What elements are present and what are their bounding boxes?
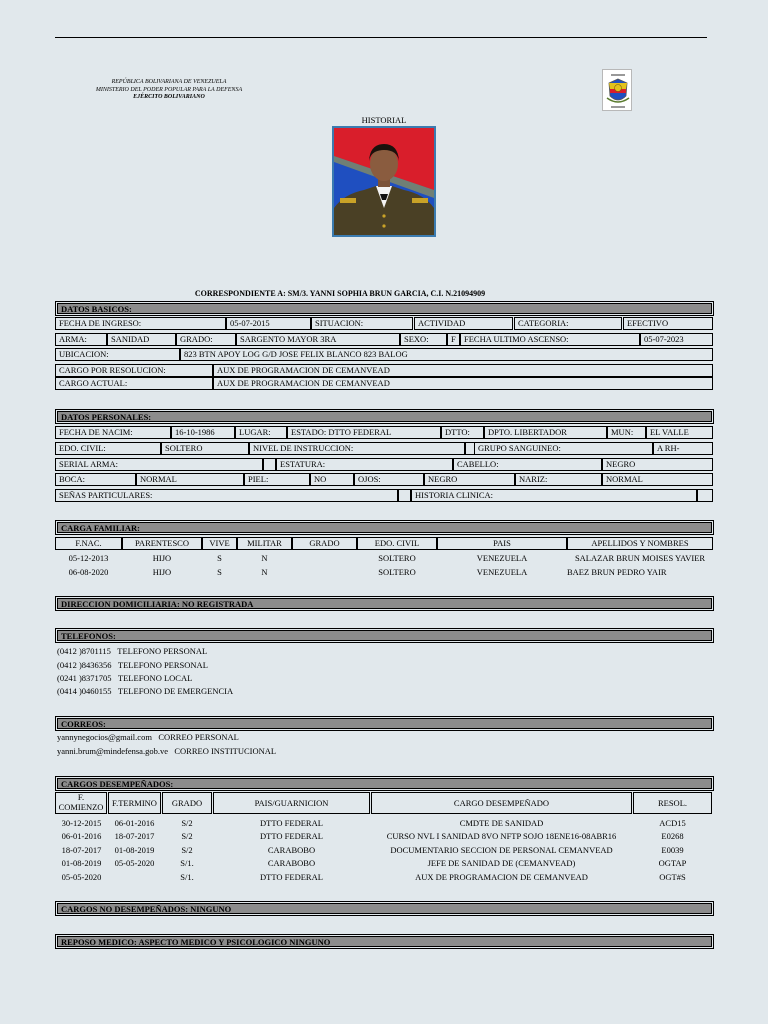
phone-type: TELEFONO PERSONAL <box>117 660 208 670</box>
cell-edo-civil: SOLTERO <box>378 553 416 563</box>
cell-militar: N <box>261 553 268 563</box>
cell-parentesco: HIJO <box>152 567 172 577</box>
cell-pais: CARABOBO <box>267 858 316 868</box>
cell-pais: VENEZUELA <box>476 567 528 577</box>
value-piel: NO <box>310 473 354 486</box>
section-title: CARGA FAMILIAR: <box>57 522 712 533</box>
cell-cargo: AUX DE PROGRAMACION DE CEMANVEAD <box>415 872 588 882</box>
value-cabello: NEGRO <box>602 458 713 471</box>
label-instruccion: NIVEL DE INSTRUCCION: <box>249 442 465 455</box>
phone-type: TELEFONO LOCAL <box>117 673 193 683</box>
header-ejercito: EJÉRCITO BOLIVARIANO <box>133 94 205 100</box>
cell-pais: DTTO FEDERAL <box>260 831 323 841</box>
email-item <box>57 746 276 756</box>
cell-edo-civil: SOLTERO <box>378 567 416 577</box>
value-clinica <box>697 489 713 502</box>
email-type: CORREO INSTITUCIONAL <box>174 746 277 756</box>
label-sexo: SEXO: <box>400 333 447 346</box>
cell-fnac: 05-12-2013 <box>68 553 109 563</box>
cell-ftermino: 18-07-2017 <box>114 831 155 841</box>
phone-item <box>57 686 233 696</box>
email-address[interactable]: yannynegocios@gmail.com <box>57 732 152 742</box>
cell-grado: S/2 <box>181 818 193 828</box>
label-mun: MUN: <box>607 426 646 439</box>
cell-apellidos: BAEZ BRUN PEDRO YAIR <box>567 567 667 577</box>
label-fecha-ingreso: FECHA DE INGRESO: <box>55 317 226 330</box>
value-civil: SOLTERO <box>161 442 249 455</box>
cell-fcomienzo: 01-08-2019 <box>61 858 102 868</box>
army-emblem-icon <box>602 69 632 111</box>
cell-ftermino: 06-01-2016 <box>114 818 155 828</box>
value-mun: EL VALLE <box>646 426 713 439</box>
col-ftermino: F.TERMINO <box>108 792 161 814</box>
email-type: CORREO PERSONAL <box>158 732 239 742</box>
col-apellidos: APELLIDOS Y NOMBRES <box>567 537 713 550</box>
header-ministerio: MINISTERIO DEL PODER POPULAR PARA LA DEFENSA <box>95 86 243 93</box>
value-situacion: ACTIVIDAD <box>414 317 513 330</box>
cell-resol: OGT#S <box>659 872 686 882</box>
cell-fcomienzo: 30-12-2015 <box>61 818 102 828</box>
phone-number: (0412 )8436356 <box>57 660 112 670</box>
label-civil: EDO. CIVIL: <box>55 442 161 455</box>
section-reposo <box>55 934 714 949</box>
value-ubicacion: 823 BTN APOY LOG G/D JOSE FELIX BLANCO 823 BALOG <box>180 348 713 361</box>
label-cargo-actual: CARGO ACTUAL: <box>55 377 213 390</box>
label-situacion: SITUACION: <box>311 317 413 330</box>
section-title: DATOS BASICOS: <box>57 303 712 314</box>
cell-resol: E0039 <box>661 845 684 855</box>
cell-fcomienzo: 05-05-2020 <box>61 872 102 882</box>
value-nariz: NORMAL <box>602 473 713 486</box>
document-title: HISTORIAL <box>361 115 407 125</box>
phone-type: TELEFONO PERSONAL <box>117 646 208 656</box>
cell-militar: N <box>261 567 268 577</box>
section-datos-basicos <box>55 301 714 316</box>
section-title: CARGOS DESEMPEÑADOS: <box>57 778 712 789</box>
label-ultimo-ascenso: FECHA ULTIMO ASCENSO: <box>460 333 640 346</box>
value-sexo: F <box>447 333 460 346</box>
label-ojos: OJOS: <box>354 473 424 486</box>
cell-ftermino: 05-05-2020 <box>114 858 155 868</box>
col-pais: PAIS <box>437 537 567 550</box>
value-arma: SANIDAD <box>107 333 176 346</box>
phone-number: (0412 )8701115 <box>57 646 111 656</box>
section-no-desempenados <box>55 901 714 916</box>
label-ubicacion: UBICACION: <box>55 348 180 361</box>
cell-resol: E0268 <box>661 831 684 841</box>
section-title: DATOS PERSONALES: <box>57 411 712 422</box>
cell-grado: S/2 <box>181 831 193 841</box>
label-categoria: CATEGORIA: <box>514 317 622 330</box>
label-lugar: LUGAR: <box>235 426 287 439</box>
label-sanguineo: GRUPO SANGUINEO: <box>474 442 653 455</box>
cell-vive: S <box>217 567 222 577</box>
cell-cargo: JEFE DE SANIDAD DE (CEMANVEAD) <box>427 858 576 868</box>
cell-apellidos: SALAZAR BRUN MOISES YAVIER <box>574 553 706 563</box>
col-edo-civil: EDO. CIVIL <box>357 537 437 550</box>
value-estado: ESTADO: DTTO FEDERAL <box>287 426 441 439</box>
cell-vive: S <box>217 553 222 563</box>
section-title: REPOSO MEDICO: ASPECTO MEDICO Y PSICOLOGICO NINGUNO <box>57 936 712 947</box>
label-grado: GRADO: <box>176 333 236 346</box>
value-sanguineo: A RH- <box>653 442 713 455</box>
phone-number: (0241 )8371705 <box>57 673 112 683</box>
value-boca: NORMAL <box>136 473 244 486</box>
value-serial-arma <box>263 458 276 471</box>
soldier-photo <box>332 126 436 237</box>
label-nariz: NARIZ: <box>515 473 602 486</box>
correspondiente-line: CORRESPONDIENTE A: SM/3. YANNI SOPHIA BRUN GARCIA, C.I. N.21094909 <box>194 289 486 298</box>
col-grado: GRADO <box>292 537 357 550</box>
value-fecha-ingreso: 05-07-2015 <box>226 317 311 330</box>
cell-fcomienzo: 06-01-2016 <box>61 831 102 841</box>
phone-item <box>57 660 208 670</box>
top-rule <box>55 37 707 38</box>
label-cargo-resolucion: CARGO POR RESOLUCION: <box>55 364 213 377</box>
label-dtto: DTTO: <box>441 426 484 439</box>
value-nacim: 16-10-1986 <box>171 426 235 439</box>
label-cabello: CABELLO: <box>453 458 602 471</box>
col-fnac: F.NAC. <box>55 537 122 550</box>
label-piel: PIEL: <box>244 473 310 486</box>
cell-pais: CARABOBO <box>267 845 316 855</box>
section-title: DIRECCION DOMICILIARIA: NO REGISTRADA <box>57 598 712 609</box>
label-boca: BOCA: <box>55 473 136 486</box>
section-carga-familiar <box>55 520 714 535</box>
cell-resol: OGTAP <box>658 858 687 868</box>
col-parentesco: PARENTESCO <box>122 537 202 550</box>
cell-fcomienzo: 18-07-2017 <box>61 845 102 855</box>
value-grado: SARGENTO MAYOR 3RA <box>236 333 400 346</box>
col-fcomienzo: F. COMIENZO <box>55 792 107 814</box>
col-vive: VIVE <box>202 537 237 550</box>
label-nacim: FECHA DE NACIM: <box>55 426 171 439</box>
email-item <box>57 732 239 742</box>
cell-cargo: CMDTE DE SANIDAD <box>459 818 544 828</box>
phone-item <box>57 646 207 656</box>
value-cargo-resolucion: AUX DE PROGRAMACION DE CEMANVEAD <box>213 364 713 377</box>
cell-fnac: 06-08-2020 <box>68 567 109 577</box>
phone-item <box>57 673 192 683</box>
col-resol: RESOL. <box>633 792 712 814</box>
section-title: TELEFONOS: <box>57 630 712 641</box>
cell-parentesco: HIJO <box>152 553 172 563</box>
value-cargo-actual: AUX DE PROGRAMACION DE CEMANVEAD <box>213 377 713 390</box>
section-datos-personales <box>55 409 714 424</box>
section-cargos <box>55 776 714 791</box>
section-title: CORREOS: <box>57 718 712 729</box>
email-address[interactable]: yanni.brum@mindefensa.gob.ve <box>57 746 168 756</box>
cell-grado: S/1. <box>180 872 194 882</box>
label-senas: SEÑAS PARTICULARES: <box>55 489 398 502</box>
label-clinica: HISTORIA CLINICA: <box>411 489 697 502</box>
header-republica: REPÚBLICA BOLIVARIANA DE VENEZUELA <box>111 79 227 85</box>
label-arma: ARMA: <box>55 333 107 346</box>
phone-type: TELEFONO DE EMERGENCIA <box>117 686 234 696</box>
value-ojos: NEGRO <box>424 473 515 486</box>
col-militar: MILITAR <box>237 537 292 550</box>
value-categoria: EFECTIVO <box>623 317 713 330</box>
value-dtto: DPTO. LIBERTADOR <box>484 426 607 439</box>
section-correos <box>55 716 714 731</box>
cell-cargo: CURSO NVL I SANIDAD 8VO NFTP SOJO 18ENE16-08ABR16 <box>386 831 617 841</box>
value-ultimo-ascenso: 05-07-2023 <box>640 333 713 346</box>
col-grado: GRADO <box>162 792 212 814</box>
section-telefonos <box>55 628 714 643</box>
section-direccion <box>55 596 714 611</box>
phone-number: (0414 )0460155 <box>57 686 112 696</box>
cell-pais: VENEZUELA <box>476 553 528 563</box>
cell-grado: S/2 <box>181 845 193 855</box>
cell-grado: S/1. <box>180 858 194 868</box>
cell-resol: ACD15 <box>659 818 686 828</box>
cell-cargo: DOCUMENTARIO SECCION DE PERSONAL CEMANVEAD <box>390 845 613 855</box>
cell-pais: DTTO FEDERAL <box>260 818 323 828</box>
label-serial-arma: SERIAL ARMA: <box>55 458 263 471</box>
section-title: CARGOS NO DESEMPEÑADOS: NINGUNO <box>57 903 712 914</box>
col-pais-guarnicion: PAIS/GUARNICION <box>213 792 370 814</box>
value-senas <box>398 489 411 502</box>
cell-ftermino: 01-08-2019 <box>114 845 155 855</box>
col-cargo: CARGO DESEMPEÑADO <box>371 792 632 814</box>
cell-pais: DTTO FEDERAL <box>260 872 323 882</box>
label-estatura: ESTATURA: <box>276 458 453 471</box>
